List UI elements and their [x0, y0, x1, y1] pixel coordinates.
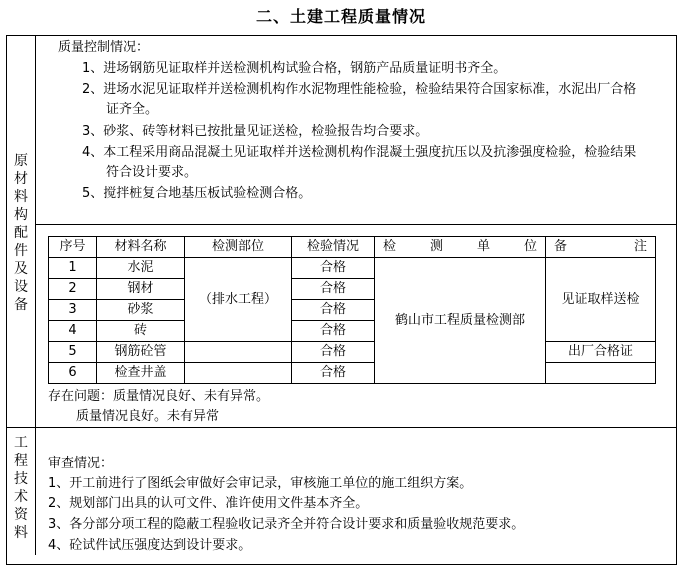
cell-remark-top: 见证取样送检 — [546, 258, 656, 342]
label-column-divider — [35, 35, 36, 555]
cell-name: 砖 — [97, 321, 185, 342]
quality-item: 证齐全。 — [106, 102, 159, 117]
cell-seq: 1 — [49, 258, 97, 279]
review-heading: 审查情况： — [48, 456, 114, 471]
cell-part-empty — [185, 363, 292, 384]
materials-table — [48, 236, 656, 384]
table-row — [49, 258, 656, 279]
page-title: 二、土建工程质量情况 — [255, 7, 426, 26]
cell-remark-bottom: 出厂合格证 — [546, 342, 656, 363]
review-item: 2、规划部门出具的认可文件、准许使用文件基本齐全。 — [48, 496, 369, 511]
quality-item: 3、砂浆、砖等材料已按批量见证送检，检验报告均合要求。 — [82, 124, 429, 139]
header-seq: 序号 — [49, 237, 97, 258]
cell-part-empty — [185, 342, 292, 363]
cell-name: 砂浆 — [97, 300, 185, 321]
header-result: 检验情况 — [292, 237, 375, 258]
issues-line: 存在问题：质量情况良好、未有异常。 — [48, 389, 270, 404]
quality-item: 5、搅拌桩复合地基压板试验检测合格。 — [82, 186, 312, 201]
review-item: 3、各分部分项工程的隐蔽工程验收记录齐全并符合设计要求和质量验收规范要求。 — [48, 517, 525, 532]
cell-seq: 6 — [49, 363, 97, 384]
section-divider — [35, 224, 677, 225]
cell-seq: 4 — [49, 321, 97, 342]
header-remark: 备 注 — [546, 237, 656, 258]
cell-result: 合格 — [292, 300, 375, 321]
cell-remark-empty — [546, 363, 656, 384]
quality-item: 1、进场钢筋见证取样并送检测机构试验合格，钢筋产品质量证明书齐全。 — [82, 61, 507, 76]
quality-heading: 质量控制情况： — [58, 40, 150, 55]
cell-result: 合格 — [292, 342, 375, 363]
header-name: 材料名称 — [97, 237, 185, 258]
cell-unit: 鹤山市工程质量检测部 — [375, 258, 546, 384]
review-item: 4、砼试件试压强度达到设计要求。 — [48, 538, 252, 553]
row-divider — [6, 427, 677, 428]
cell-result: 合格 — [292, 258, 375, 279]
row-label-materials: 原 材 料 构 配 件 及 设 备 — [14, 153, 28, 313]
quality-item: 2、进场水泥见证取样并送检测机构作水泥物理性能检验，检验结果符合国家标准，水泥出厂合格 — [82, 82, 637, 97]
cell-result: 合格 — [292, 321, 375, 342]
cell-name: 钢筋砼管 — [97, 342, 185, 363]
review-item: 1、开工前进行了图纸会审做好会审记录，审核施工单位的施工组织方案。 — [48, 476, 473, 491]
cell-name: 水泥 — [97, 258, 185, 279]
table-header-row — [49, 237, 656, 258]
table-row — [49, 363, 656, 384]
issues-line: 质量情况良好。未有异常 — [76, 409, 220, 424]
header-part: 检测部位 — [185, 237, 292, 258]
quality-item: 符合设计要求。 — [106, 165, 198, 180]
cell-name: 检查井盖 — [97, 363, 185, 384]
cell-seq: 2 — [49, 279, 97, 300]
cell-name: 钢材 — [97, 279, 185, 300]
header-unit: 检 测 单 位 — [375, 237, 546, 258]
cell-seq: 5 — [49, 342, 97, 363]
cell-result: 合格 — [292, 279, 375, 300]
cell-result: 合格 — [292, 363, 375, 384]
cell-part: （排水工程） — [185, 258, 292, 342]
table-row — [49, 342, 656, 363]
quality-item: 4、本工程采用商品混凝土见证取样并送检测机构作混凝土强度抗压以及抗渗强度检验，检验结果 — [82, 145, 637, 160]
row-label-technical-docs: 工 程 技 术 资 料 — [14, 435, 28, 541]
cell-seq: 3 — [49, 300, 97, 321]
